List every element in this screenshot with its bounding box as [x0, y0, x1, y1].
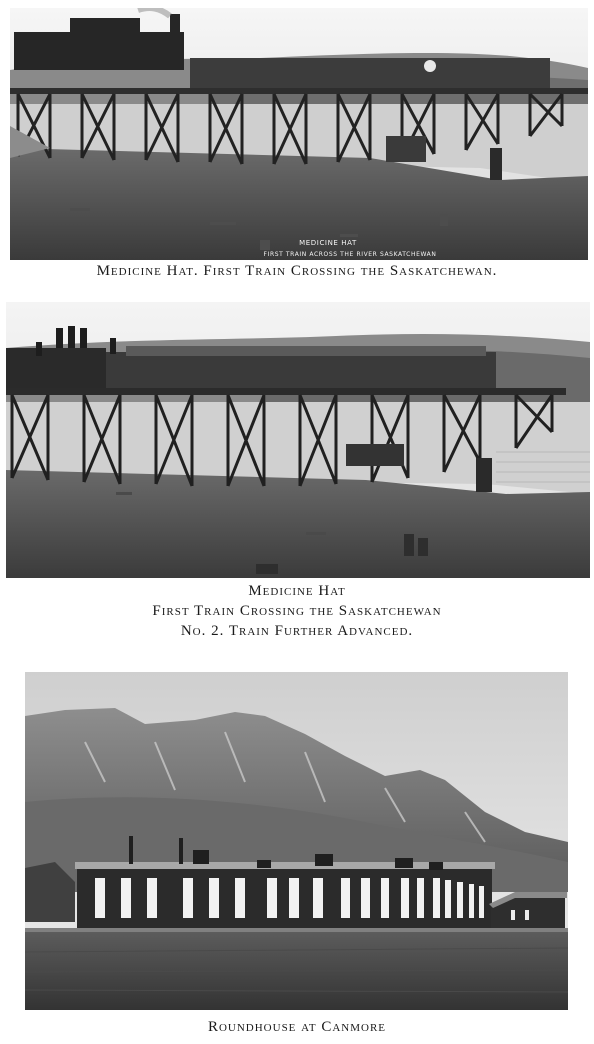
photo-imprint-subtitle: FIRST TRAIN ACROSS THE RIVER SASKATCHEWAN: [263, 251, 437, 258]
photo-imprint-title: MEDICINE HAT: [299, 239, 357, 247]
photo-train-crossing-1: [10, 8, 588, 260]
photo-2-caption-line-3: No. 2. Train Further Advanced.: [180, 623, 414, 639]
photo-2-caption-line-2: First Train Crossing the Saskatchewan: [152, 603, 442, 619]
photo-roundhouse-canmore: [25, 672, 568, 1010]
photo-train-crossing-2: [6, 302, 590, 578]
photo-1-caption: Medicine Hat. First Train Crossing the Saskatchewan.: [96, 263, 498, 279]
photo-3-caption: Roundhouse at Canmore: [207, 1019, 387, 1035]
photo-2-caption-line-1: Medicine Hat: [248, 583, 346, 599]
